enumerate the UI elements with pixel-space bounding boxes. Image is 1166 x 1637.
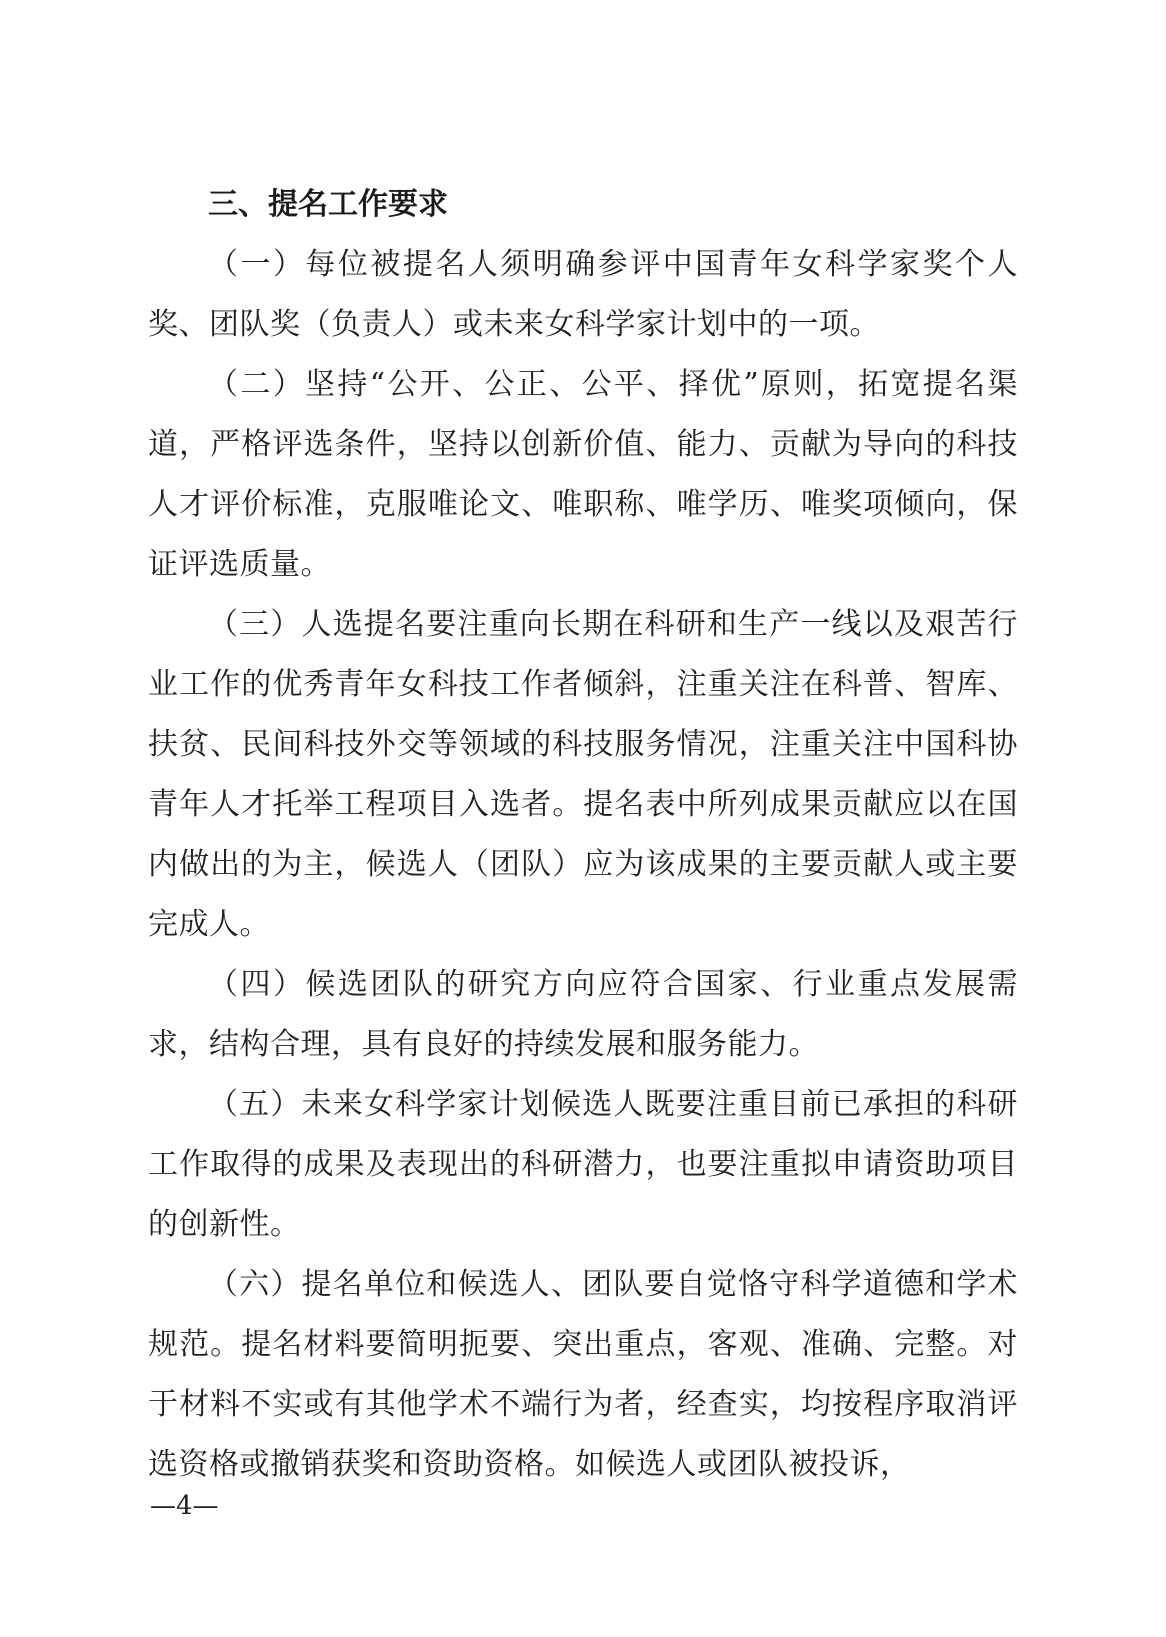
- paragraph-6: （六）提名单位和候选人、团队要自觉恪守科学道德和学术规范。提名材料要简明扼要、突出重点，客观、准确、完整。对于材料不实或有其他学术不端行为者，经查实，均按程序取消评选资格或撤销获奖和资助资格。如候选人或团队被投诉，: [148, 1267, 1018, 1482]
- paragraph-3: （三）人选提名要注重向长期在科研和生产一线以及艰苦行业工作的优秀青年女科技工作者倾斜，注重关注在科普、智库、扶贫、民间科技外交等领域的科技服务情况，注重关注中国科协青年人才托举工程项目入选者。提名表中所列成果贡献应以在国内做出的为主，候选人（团队）应为该成果的主要贡献人或主要完成人。: [148, 607, 1018, 942]
- document-body: [148, 175, 1018, 1495]
- page-number: —4—: [150, 1491, 219, 1521]
- paragraph-4: （四）候选团队的研究方向应符合国家、行业重点发展需求，结构合理，具有良好的持续发展和服务能力。: [148, 967, 1018, 1062]
- paragraph-1: （一）每位被提名人须明确参评中国青年女科学家奖个人奖、团队奖（负责人）或未来女科学家计划中的一项。: [148, 247, 1018, 342]
- section-heading: 三、提名工作要求: [208, 187, 448, 222]
- paragraph-5: （五）未来女科学家计划候选人既要注重目前已承担的科研工作取得的成果及表现出的科研潜力，也要注重拟申请资助项目的创新性。: [148, 1087, 1018, 1242]
- paragraph-2: （二）坚持“公开、公正、公平、择优”原则，拓宽提名渠道，严格评选条件，坚持以创新价值、能力、贡献为导向的科技人才评价标准，克服唯论文、唯职称、唯学历、唯奖项倾向，保证评选质量。: [148, 367, 1018, 582]
